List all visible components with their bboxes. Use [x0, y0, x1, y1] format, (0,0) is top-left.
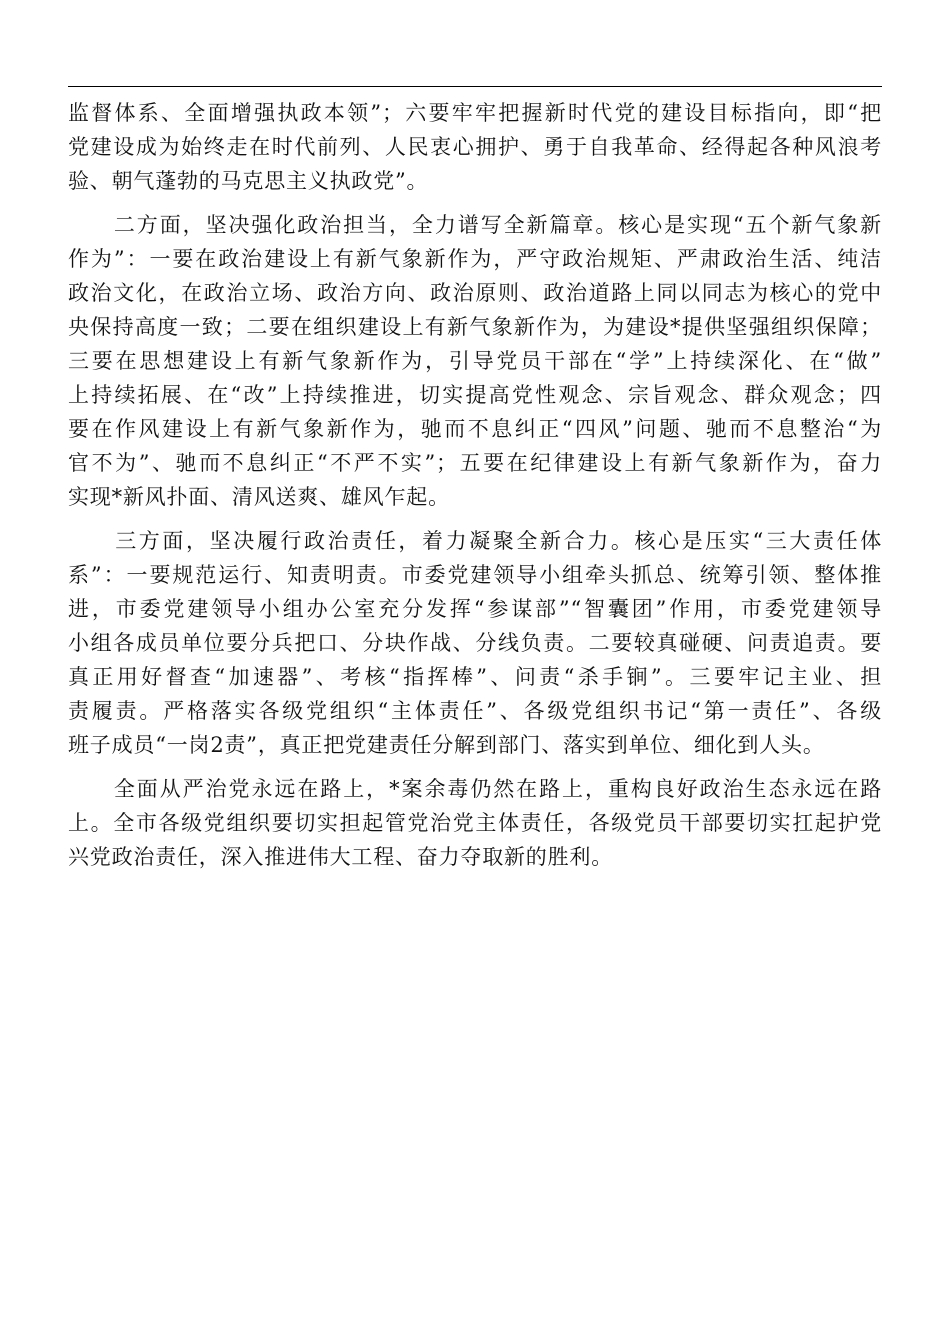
text-line: 三方面，坚决履行政治责任，着力凝聚全新合力。核心是压实“三大责任体	[68, 529, 882, 553]
text-line: 要在作风建设上有新气象新作为，驰而不息纠正“四风”问题、驰而不息整治“为	[68, 417, 882, 441]
text-line: 二方面，坚决强化政治担当，全力谱写全新篇章。核心是实现“五个新气象新	[68, 213, 882, 237]
text-line: 三要在思想建设上有新气象新作为，引导党员干部在“学”上持续深化、在“做”	[68, 349, 882, 373]
text-line: 官不为”、驰而不息纠正“不严不实”；五要在纪律建设上有新气象新作为，奋力	[68, 451, 882, 475]
header-rule	[68, 86, 882, 87]
text-line: 全面从严治党永远在路上，*案余毒仍然在路上，重构良好政治生态永远在路	[68, 777, 882, 801]
text-line: 真正用好督查“加速器”、考核“指挥棒”、问责“杀手锏”。三要牢记主业、担	[68, 665, 882, 689]
text-line: 进，市委党建领导小组办公室充分发挥“参谋部”“智囊团”作用，市委党建领导	[68, 597, 882, 621]
text-line: 央保持高度一致；二要在组织建设上有新气象新作为，为建设*提供坚强组织保障；	[68, 315, 882, 339]
paragraph-2	[68, 208, 882, 514]
text-line: 责履责。严格落实各级党组织“主体责任”、各级党组织书记“第一责任”、各级	[68, 699, 882, 723]
paragraph-3	[68, 524, 882, 762]
text-line: 系”：一要规范运行、知责明责。市委党建领导小组牵头抓总、统筹引领、整体推	[68, 563, 882, 587]
paragraph-1	[68, 96, 882, 198]
text-line: 小组各成员单位要分兵把口、分块作战、分线负责。二要较真碰硬、问责追责。要	[68, 631, 882, 655]
text-line: 实现*新风扑面、清风送爽、雄风乍起。	[68, 485, 450, 509]
document-body	[68, 96, 882, 874]
text-line: 验、朝气蓬勃的马克思主义执政党”。	[68, 169, 429, 193]
text-line: 党建设成为始终走在时代前列、人民衷心拥护、勇于自我革命、经得起各种风浪考	[68, 135, 882, 159]
text-line: 政治文化，在政治立场、政治方向、政治原则、政治道路上同以同志为核心的党中	[68, 281, 882, 305]
text-line: 监督体系、全面增强执政本领”；六要牢牢把握新时代党的建设目标指向，即“把	[68, 101, 882, 125]
text-line: 作为”：一要在政治建设上有新气象新作为，严守政治规矩、严肃政治生活、纯洁	[68, 247, 882, 271]
text-line: 上持续拓展、在“改”上持续推进，切实提高党性观念、宗旨观念、群众观念；四	[68, 383, 882, 407]
text-line: 班子成员“一岗2责”，真正把党建责任分解到部门、落实到单位、细化到人头。	[68, 733, 825, 757]
paragraph-4	[68, 772, 882, 874]
text-line: 兴党政治责任，深入推进伟大工程、奋力夺取新的胜利。	[68, 845, 613, 869]
text-line: 上。全市各级党组织要切实担起管党治党主体责任，各级党员干部要切实扛起护党	[68, 811, 882, 835]
